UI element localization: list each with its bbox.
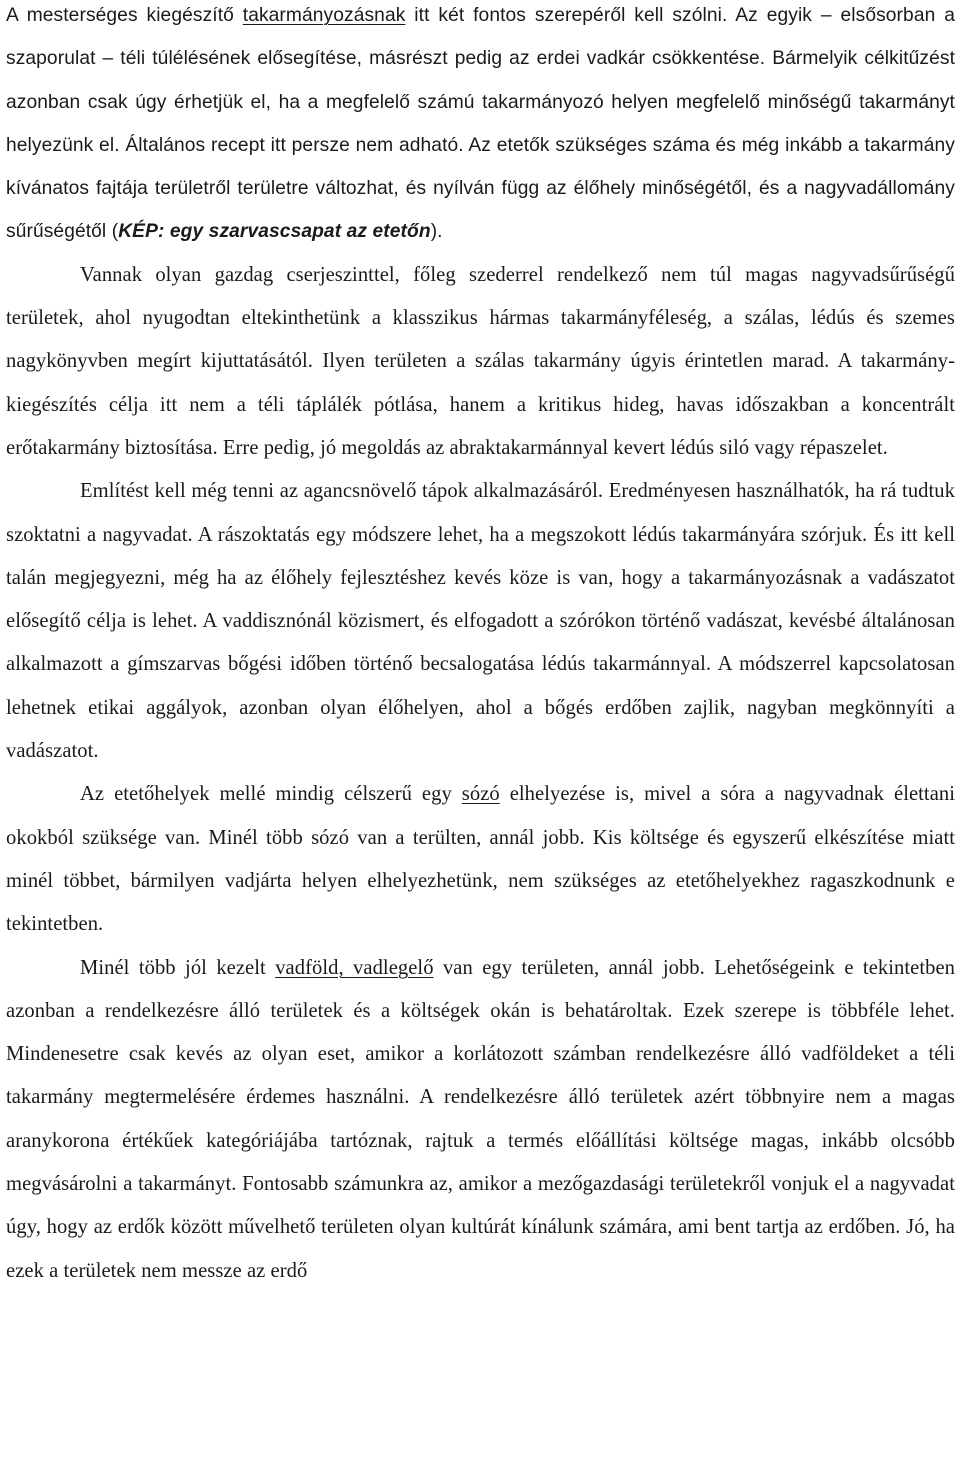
document-page — [6, 0, 955, 1293]
text-run: van egy területen, annál jobb. Lehetőségeink e tekintetben azonban a rendelkezésre álló területek és a költségek okán is behatároltak. Ezek szerepe is többféle lehet. Mindenesetre csak kevés az olyan eset, amikor a korlátozott számban rendelkezésre álló vadföldeket a téli takarmány megtermelésére érdemes használni. A rendelkezésre álló területek azért többnyire nem a magas aranykorona értékűek kategóriájába tartóznak, rajtuk a termés előállítási költsége magas, inkább olcsóbb megvásárolni a takarmányt. Fontosabb számunkra az, amikor a mezőgazdasági területekről vonjuk el a nagyvadat úgy, hogy az erdők között művelhető területen olyan kultúrát kínálunk számára, ami bent tartja az erdőben. Jó, ha ezek a területek nem messze az erdő — [6, 956, 955, 1282]
underlined-term: sózó — [461, 783, 500, 806]
image-caption-reference: KÉP: egy szarvascsapat az etetőn — [118, 221, 431, 243]
text-run: itt két fontos szerepéről kell szólni. Az egyik – elsősorban a szaporulat – téli túlélésének elősegítése, másrészt pedig az erdei vadkár csökkentése. Bármelyik célkitűzést azonban csak úgy érhetjük el, ha a megfelelő számú takarmányozó helyen megfelelő minőségű takarmányt helyezünk el. Általános recept itt persze nem adható. Az etetők szükséges száma és még inkább a takarmány kívánatos fajtája területről területre változhat, és nyílván függ az élőhely minőségétől, és a nagyvadállomány sűrűségétől ( — [6, 5, 955, 243]
paragraph-shrub-level — [6, 254, 955, 470]
text-run: A mesterséges kiegészítő — [6, 5, 243, 26]
paragraph-antler-feed — [6, 470, 955, 773]
text-run: ). — [430, 221, 443, 243]
paragraph-game-fields — [6, 947, 955, 1293]
underlined-term: takarmányozásnak — [242, 5, 406, 26]
paragraph-feeding-intro — [6, 0, 955, 254]
text-run: Az etetőhelyek mellé mindig célszerű egy — [80, 783, 462, 806]
text-run: Minél több jól kezelt — [80, 956, 276, 979]
text-run: Említést kell még tenni az agancsnövelő tápok alkalmazásáról. Eredményesen használhatók, ha rá tudtuk szoktatni a nagyvadat. A rászoktatás egy módszere lehet, ha a megszokott lédús takarmányára szórjuk. És itt kell talán megjegyezni, még ha az élőhely fejlesztéshez kevés köze is van, hogy a takarmányozásnak a vadászatot elősegítő célja is lehet. A vaddisznónál közismert, és elfogadott a szórókon történő vadászat, kevésbé általánosan alkalmazott a gímszarvas bőgési időben történő becsalogatása lédús takarmánnyal. A módszerrel kapcsolatosan lehetnek etikai aggályok, azonban olyan élőhelyen, ahol a bőgés erdőben zajlik, nagyban megkönnyíti a vadászatot. — [6, 480, 955, 763]
underlined-term: vadföld, vadlegelő — [275, 956, 434, 979]
paragraph-salt-lick — [6, 773, 955, 946]
text-run: elhelyezése is, mivel a sóra a nagyvadnak élettani okokból szüksége van. Minél több sózó van a terülten, annál jobb. Kis költsége és egyszerű elkészítése miatt minél többet, bármilyen vadjárta helyen elhelyezhetünk, nem szükséges az etetőhelyekhez ragaszkodnunk e tekintetben. — [6, 783, 956, 936]
text-run: Vannak olyan gazdag cserjeszinttel, főleg szederrel rendelkező nem túl magas nagyvadsűrűségű területek, ahol nyugodtan eltekinthetünk a klasszikus hármas takarmányféleség, a szálas, lédús és szemes nagykönyvben megírt kijuttatásától. Ilyen területen a szálas takarmány úgyis érintetlen marad. A takarmány-kiegészítés célja itt nem a téli táplálék pótlása, hanem a kritikus hideg, havas időszakban a koncentrált erőtakarmány biztosítása. Erre pedig, jó megoldás az abraktakarmánnyal kevert lédús siló vagy répaszelet. — [6, 263, 955, 459]
